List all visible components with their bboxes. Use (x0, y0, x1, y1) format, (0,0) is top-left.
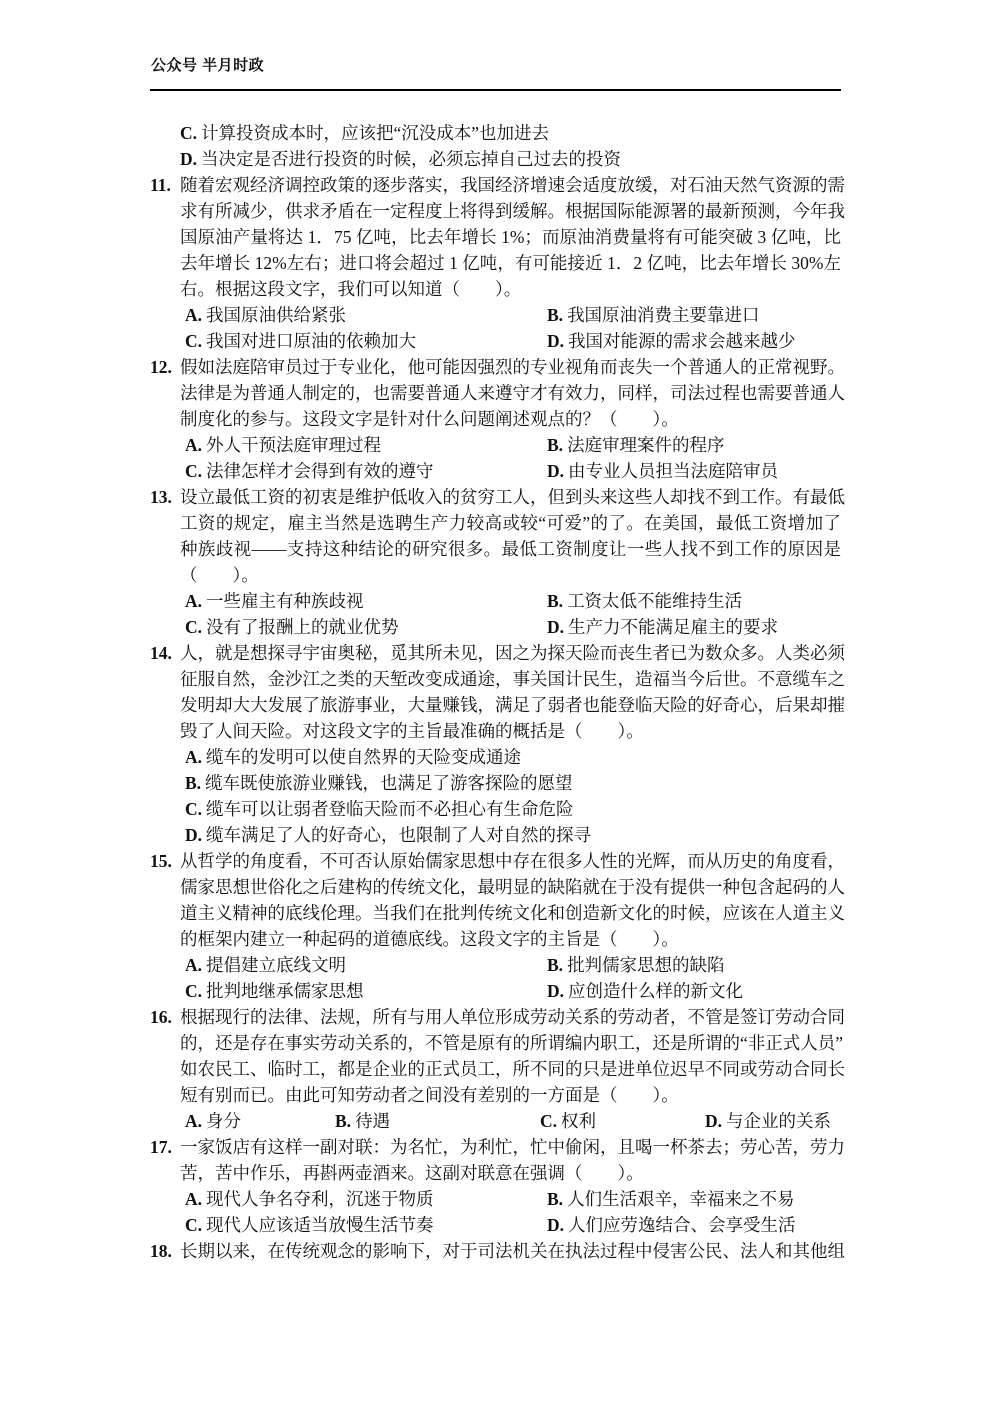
option-text: 待遇 (355, 1111, 391, 1131)
option-key: A. (185, 305, 203, 325)
text-line (150, 484, 845, 510)
text-line (150, 172, 845, 198)
text-line (150, 952, 841, 978)
option-text: 当决定是否进行投资的时候，必须忘掉自己过去的投资 (201, 149, 622, 169)
text-line (150, 1134, 845, 1160)
text-line (150, 744, 841, 770)
text-line (150, 276, 841, 302)
question-text: 国原油产量将达 1．75 亿吨，比去年增长 1%；而原油消费量将有可能突破 3 亿吨，比 (180, 227, 841, 247)
option-key: D. (547, 981, 565, 1001)
answer-option (185, 1212, 434, 1238)
question-text: 求有所减少，供求矛盾在一定程度上将得到缓解。根据国际能源署的最新预测，今年我 (180, 201, 845, 221)
option-text: 人们应劳逸结合、会享受生活 (568, 1215, 796, 1235)
text-line (150, 380, 845, 406)
answer-option (547, 432, 725, 458)
question-text: 的，还是存在事实劳动关系的，不管是原有的所谓编内职工，还是所谓的“非正式人员” (180, 1033, 844, 1053)
answer-option (547, 328, 796, 354)
option-text: 批判儒家思想的缺陷 (567, 955, 725, 975)
answer-option (547, 1186, 795, 1212)
answer-option (335, 1108, 390, 1134)
question-number: 12. (150, 357, 172, 377)
text-line (150, 1238, 845, 1264)
option-text: 现代人争名夺利，沉迷于物质 (206, 1189, 434, 1209)
question-text: 制度化的参与。这段文字是针对什么问题阐述观点的？（ ）。 (180, 409, 679, 429)
text-line (150, 510, 841, 536)
text-line (150, 432, 841, 458)
option-key: B. (335, 1111, 352, 1131)
question-number: 15. (150, 851, 172, 871)
text-line (150, 1056, 845, 1082)
option-text: 我国对能源的需求会越来越少 (568, 331, 796, 351)
option-key: C. (185, 617, 203, 637)
text-line (150, 1004, 845, 1030)
answer-option (547, 1212, 796, 1238)
text-line (150, 1030, 844, 1056)
option-key: D. (547, 617, 565, 637)
question-list (150, 120, 845, 1264)
question-text: 工资的规定，雇主当然是选聘生产力较高或较“可爱”的了。在美国，最低工资增加了 (180, 513, 841, 533)
answer-option (547, 458, 778, 484)
option-text: 提倡建立底线文明 (206, 955, 347, 975)
answer-option (547, 978, 743, 1004)
question-text: 长期以来，在传统观念的影响下，对于司法机关在执法过程中侵害公民、法人和其他组 (180, 1241, 845, 1261)
answer-option (185, 978, 364, 1004)
option-key: A. (185, 1111, 203, 1131)
text-line (150, 146, 841, 172)
option-key: D. (185, 825, 203, 845)
question-text: 法律是为普通人制定的，也需要普通人来遵守才有效力，同样，司法过程也需要普通人 (180, 383, 845, 403)
question-text: 种族歧视——支持这种结论的研究很多。最低工资制度让一些人找不到工作的原因是 (180, 539, 841, 559)
option-key: C. (185, 981, 203, 1001)
option-key: A. (185, 747, 203, 767)
option-text: 权利 (561, 1111, 597, 1131)
question-text: 去年增长 12%左右；进口将会超过 1 亿吨，有可能接近 1．2 亿吨，比去年增长 30%左 (180, 253, 841, 273)
question-text: 从哲学的角度看，不可否认原始儒家思想中存在很多人性的光辉，而从历史的角度看， (180, 851, 845, 871)
text-line (150, 718, 841, 744)
option-key: B. (547, 591, 564, 611)
option-key: B. (547, 955, 564, 975)
answer-option (185, 588, 364, 614)
text-line (150, 666, 845, 692)
text-line (150, 536, 841, 562)
option-key: D. (547, 461, 565, 481)
text-line (150, 822, 841, 848)
page-header-title: 公众号 半月时政 (151, 57, 265, 74)
question-text: 随着宏观经济调控政策的逐步落实，我国经济增速会适度放缓，对石油天然气资源的需 (180, 175, 845, 195)
text-line (150, 588, 841, 614)
text-line (150, 458, 841, 484)
text-line (150, 302, 841, 328)
text-line (150, 874, 845, 900)
option-key: A. (185, 1189, 203, 1209)
text-line (150, 562, 841, 588)
option-text: 外人干预法庭审理过程 (206, 435, 382, 455)
answer-option (547, 952, 725, 978)
text-line (150, 224, 841, 250)
answer-option (185, 614, 399, 640)
option-key: C. (185, 799, 203, 819)
option-text: 身分 (206, 1111, 242, 1131)
option-text: 缆车既使旅游业赚钱，也满足了游客探险的愿望 (205, 773, 573, 793)
answer-option (540, 1108, 596, 1134)
option-text: 计算投资成本时，应该把“沉没成本”也加进去 (201, 123, 550, 143)
text-line (150, 406, 841, 432)
text-line (150, 1186, 841, 1212)
option-key: C. (540, 1111, 558, 1131)
option-key: D. (705, 1111, 723, 1131)
answer-option (185, 1108, 241, 1134)
text-line (150, 900, 845, 926)
question-number: 14. (150, 643, 172, 663)
option-key: B. (547, 1189, 564, 1209)
text-line (150, 198, 845, 224)
option-key: B. (547, 435, 564, 455)
option-text: 法律怎样才会得到有效的遵守 (206, 461, 434, 481)
text-line (150, 614, 841, 640)
answer-option (185, 328, 416, 354)
text-line (150, 250, 841, 276)
answer-option (185, 796, 574, 822)
question-text: 发明却大大发展了旅游事业，大量赚钱，满足了弱者也能登临天险的好奇心，后果却摧 (180, 695, 845, 715)
text-line (150, 978, 841, 1004)
option-text: 一些雇主有种族歧视 (206, 591, 364, 611)
option-key: D. (547, 331, 565, 351)
answer-option (705, 1108, 831, 1134)
text-line (150, 1082, 841, 1108)
question-text: 毁了人间天险。对这段文字的主旨最准确的概括是（ ）。 (180, 721, 644, 741)
option-key: A. (185, 591, 203, 611)
question-text: 如农民工、临时工，都是企业的正式员工，所不同的只是进单位迟早不同或劳动合同长 (180, 1059, 845, 1079)
answer-option (185, 432, 381, 458)
answer-option (185, 744, 521, 770)
option-text: 人们生活艰辛，幸福来之不易 (567, 1189, 795, 1209)
question-number: 16. (150, 1007, 172, 1027)
option-key: C. (185, 331, 203, 351)
option-text: 现代人应该适当放慢生活节奏 (206, 1215, 434, 1235)
option-key: B. (185, 773, 202, 793)
text-line (150, 1212, 841, 1238)
question-number: 11. (150, 175, 171, 195)
question-text: 根据现行的法律、法规，所有与用人单位形成劳动关系的劳动者，不管是签订劳动合同 (180, 1007, 845, 1027)
option-key: A. (185, 435, 203, 455)
option-text: 我国对进口原油的依赖加大 (206, 331, 417, 351)
option-text: 我国原油供给紧张 (206, 305, 347, 325)
option-key: D. (180, 149, 198, 169)
question-text: （ ）。 (180, 565, 259, 585)
text-line (150, 926, 841, 952)
answer-option (185, 770, 573, 796)
text-line (150, 692, 845, 718)
option-key: C. (185, 461, 203, 481)
answer-option (185, 952, 346, 978)
option-key: C. (185, 1215, 203, 1235)
option-key: A. (185, 955, 203, 975)
option-text: 我国原油消费主要靠进口 (567, 305, 760, 325)
option-key: D. (547, 1215, 565, 1235)
question-text: 苦，苦中作乐，再斟两壶酒来。这副对联意在强调（ ）。 (180, 1163, 644, 1183)
question-text: 短有别而已。由此可知劳动者之间没有差别的一方面是（ ）。 (180, 1085, 679, 1105)
text-line (150, 354, 845, 380)
answer-option (547, 588, 742, 614)
option-key: B. (547, 305, 564, 325)
option-text: 生产力不能满足雇主的要求 (568, 617, 779, 637)
answer-option (180, 120, 549, 146)
answer-option (185, 458, 434, 484)
answer-option (185, 822, 591, 848)
text-line (150, 328, 841, 354)
text-line (150, 1160, 841, 1186)
header-divider (150, 89, 841, 91)
question-text: 人，就是想探寻宇宙奥秘，觅其所未见，因之为探天险而丧生者已为数众多。人类必须 (180, 643, 845, 663)
option-key: C. (180, 123, 198, 143)
option-text: 缆车的发明可以使自然界的天险变成通途 (206, 747, 522, 767)
question-text: 右。根据这段文字，我们可以知道（ ）。 (180, 279, 522, 299)
question-text: 征服自然，金沙江之类的天堑改变成通途，事关国计民生，造福当今后世。不意缆车之 (180, 669, 845, 689)
option-text: 缆车可以让弱者登临天险而不必担心有生命危险 (206, 799, 574, 819)
question-text: 设立最低工资的初衷是维护低收入的贫穷工人，但到头来这些人却找不到工作。有最低 (180, 487, 845, 507)
question-number: 13. (150, 487, 172, 507)
option-text: 与企业的关系 (726, 1111, 832, 1131)
option-text: 由专业人员担当法庭陪审员 (568, 461, 779, 481)
question-text: 儒家思想世俗化之后建构的传统文化，最明显的缺陷就在于没有提供一种包含起码的人 (180, 877, 845, 897)
question-text: 道主义精神的底线伦理。当我们在批判传统文化和创造新文化的时候，应该在人道主义 (180, 903, 845, 923)
text-line (150, 848, 845, 874)
answer-option (547, 614, 778, 640)
text-line (150, 120, 841, 146)
option-text: 工资太低不能维持生活 (567, 591, 743, 611)
text-line (150, 770, 841, 796)
answer-option (547, 302, 760, 328)
option-text: 应创造什么样的新文化 (568, 981, 744, 1001)
question-text: 的框架内建立一种起码的道德底线。这段文字的主旨是（ ）。 (180, 929, 679, 949)
option-text: 没有了报酬上的就业优势 (206, 617, 399, 637)
answer-option (185, 302, 346, 328)
option-text: 缆车满足了人的好奇心，也限制了人对自然的探寻 (206, 825, 592, 845)
text-line (150, 796, 841, 822)
question-number: 18. (150, 1241, 172, 1261)
text-line (150, 640, 845, 666)
question-text: 假如法庭陪审员过于专业化，他可能因强烈的专业视角而丧失一个普通人的正常视野。 (180, 357, 845, 377)
option-text: 法庭审理案件的程序 (567, 435, 725, 455)
answer-option (180, 146, 621, 172)
option-text: 批判地继承儒家思想 (206, 981, 364, 1001)
answer-option (185, 1186, 434, 1212)
question-number: 17. (150, 1137, 172, 1157)
question-text: 一家饭店有这样一副对联：为名忙，为利忙，忙中偷闲，且喝一杯茶去；劳心苦，劳力 (180, 1137, 845, 1157)
text-line (150, 1108, 841, 1134)
